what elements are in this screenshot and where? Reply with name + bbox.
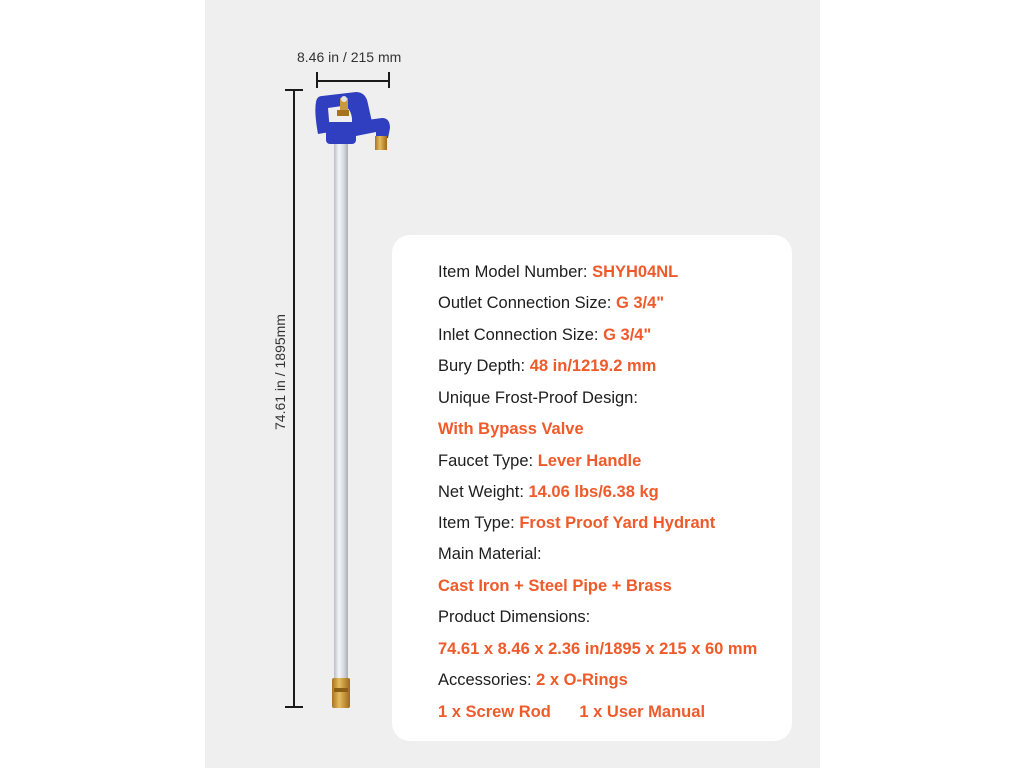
spec-row-net-weight: Net Weight: 14.06 lbs/6.38 kg — [438, 483, 659, 501]
spec-row-design-value: With Bypass Valve — [438, 420, 584, 438]
spec-row-model: Item Model Number: SHYH04NL — [438, 263, 679, 281]
steel-pipe — [334, 140, 348, 685]
spec-card — [392, 235, 792, 741]
spec-row-material-value: Cast Iron + Steel Pipe + Brass — [438, 577, 672, 595]
spec-row-accessories-more: 1 x Screw Rod 1 x User Manual — [438, 703, 706, 721]
spec-row-design-label: Unique Frost-Proof Design: — [438, 389, 638, 407]
brass-inlet-fitting — [332, 678, 350, 708]
brass-outlet — [375, 136, 387, 150]
hydrant-head — [326, 122, 356, 144]
spec-row-accessories: Accessories: 2 x O-Rings — [438, 671, 628, 689]
spec-row-dimensions-value: 74.61 x 8.46 x 2.36 in/1895 x 215 x 60 mm — [438, 640, 758, 658]
height-dimension-label: 74.61 in / 1895mm — [272, 314, 288, 430]
spec-row-item-type: Item Type: Frost Proof Yard Hydrant — [438, 514, 716, 532]
spec-row-bury-depth: Bury Depth: 48 in/1219.2 mm — [438, 357, 657, 375]
width-dimension-label: 8.46 in / 215 mm — [297, 49, 402, 65]
spec-row-material-label: Main Material: — [438, 545, 542, 563]
spec-row-dimensions-label: Product Dimensions: — [438, 608, 591, 626]
spec-row-inlet: Inlet Connection Size: G 3/4" — [438, 326, 652, 344]
spec-row-faucet-type: Faucet Type: Lever Handle — [438, 452, 642, 470]
spec-row-outlet: Outlet Connection Size: G 3/4" — [438, 294, 665, 312]
